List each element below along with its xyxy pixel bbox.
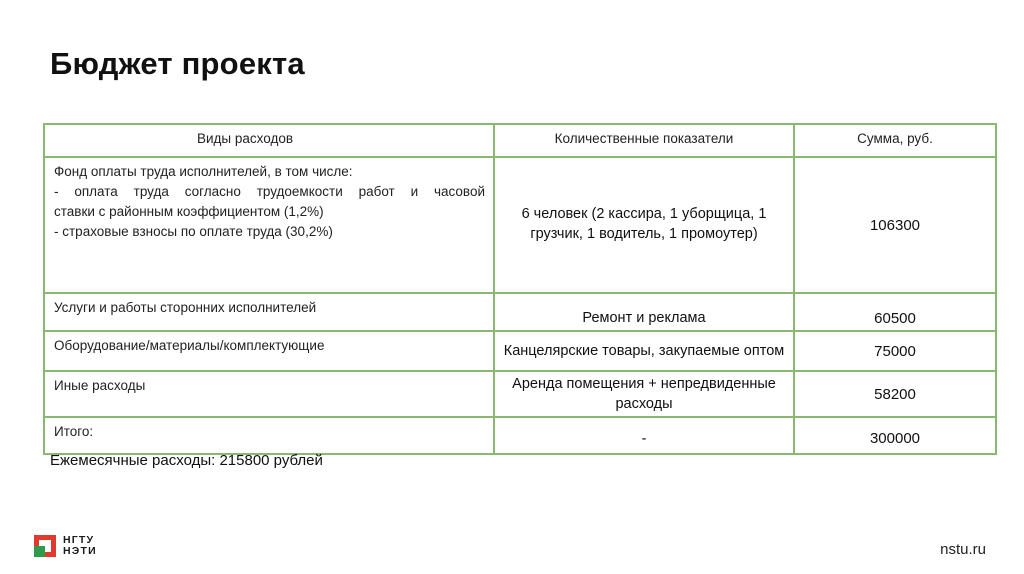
expense-line: Фонд оплаты труда исполнителей, в том числе: [54, 164, 353, 179]
cell-expense-type: Итого: [44, 417, 494, 454]
site-url: nstu.ru [940, 541, 986, 558]
logo-text [63, 535, 97, 557]
cell-sum: 60500 [794, 293, 996, 331]
table-header-row [44, 124, 996, 157]
cell-sum: 106300 [794, 157, 996, 293]
table-row [44, 157, 996, 293]
table-row [44, 371, 996, 417]
logo-mark-icon [34, 535, 56, 557]
cell-sum: 75000 [794, 331, 996, 371]
cell-expense-type: Иные расходы [44, 371, 494, 417]
cell-expense-type [44, 157, 494, 293]
header-quantity: Количественные показатели [494, 124, 794, 157]
logo-line: НГТУ [63, 534, 95, 546]
cell-quantity: Ремонт и реклама [494, 293, 794, 331]
header-expense-type: Виды расходов [44, 124, 494, 157]
cell-sum: 300000 [794, 417, 996, 454]
cell-quantity: Аренда помещения + непредвиденные расходы [494, 371, 794, 417]
cell-quantity: - [494, 417, 794, 454]
header-sum: Сумма, руб. [794, 124, 996, 157]
slide-title: Бюджет проекта [50, 46, 305, 81]
expense-line: - страховые взносы по оплате труда (30,2%) [54, 224, 333, 239]
cell-expense-type: Услуги и работы сторонних исполнителей [44, 293, 494, 331]
university-logo [34, 535, 97, 557]
table-row-total [44, 417, 996, 454]
table-row [44, 293, 996, 331]
monthly-expenses-note: Ежемесячные расходы: 215800 рублей [50, 452, 323, 469]
cell-expense-type: Оборудование/материалы/комплектующие [44, 331, 494, 371]
cell-quantity: Канцелярские товары, закупаемые оптом [494, 331, 794, 371]
table-row [44, 331, 996, 371]
cell-sum: 58200 [794, 371, 996, 417]
logo-line: НЭТИ [63, 545, 97, 557]
expense-line: ставки с районным коэффициентом (1,2%) [54, 204, 324, 219]
budget-table [43, 123, 997, 455]
expense-line: - оплата труда согласно трудоемкости работ и часовой [54, 184, 485, 199]
cell-quantity: 6 человек (2 кассира, 1 уборщица, 1 грузчик, 1 водитель, 1 промоутер) [494, 157, 794, 293]
